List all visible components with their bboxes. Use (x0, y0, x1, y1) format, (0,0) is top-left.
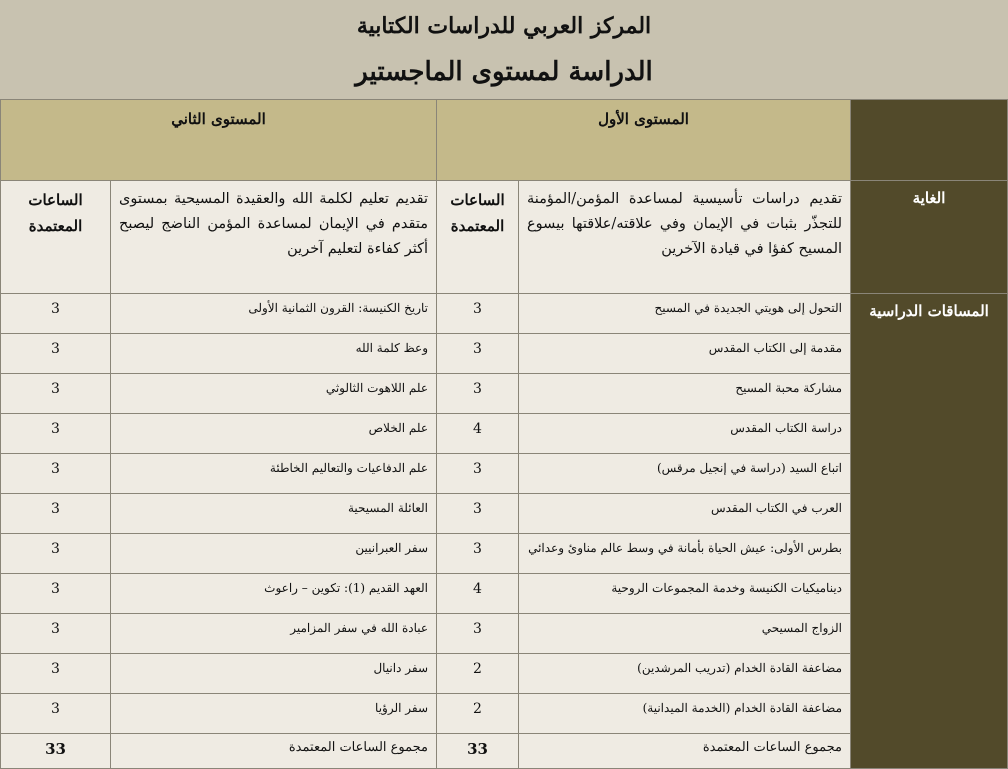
hours-header-level-2: الساعات المعتمدة (1, 181, 111, 294)
hours-level-2: 3 (1, 494, 111, 534)
goal-row (1, 181, 1008, 294)
course-level-2: العهد القديم (1): تكوين – راعوث (111, 574, 437, 614)
courses-label: المساقات الدراسية (851, 294, 1008, 769)
center-name: المركز العربي للدراسات الكتابية (356, 13, 652, 39)
level-2-title: المستوى الثاني (1, 100, 437, 181)
hours-level-1: 4 (437, 414, 519, 454)
goal-label: الغاية (851, 181, 1008, 294)
hours-level-2: 3 (1, 294, 111, 334)
course-level-2: علم الخلاص (111, 414, 437, 454)
hours-level-2: 3 (1, 534, 111, 574)
hours-level-2: 3 (1, 574, 111, 614)
hours-level-2: 3 (1, 614, 111, 654)
hours-level-1: 3 (437, 614, 519, 654)
hours-level-2: 3 (1, 454, 111, 494)
hours-level-1: 2 (437, 694, 519, 734)
hours-level-2: 3 (1, 334, 111, 374)
hours-level-2: 3 (1, 654, 111, 694)
hours-level-1: 3 (437, 294, 519, 334)
curriculum-table (0, 99, 1008, 769)
course-level-1: دراسة الكتاب المقدس (519, 414, 851, 454)
hours-header-level-1: الساعات المعتمدة (437, 181, 519, 294)
hours-level-1: 3 (437, 494, 519, 534)
course-level-2: علم الدفاعيات والتعاليم الخاطئة (111, 454, 437, 494)
hours-level-1: 3 (437, 454, 519, 494)
course-level-1: مضاعفة القادة الخدام (تدريب المرشدين) (519, 654, 851, 694)
hours-level-2: 3 (1, 414, 111, 454)
total-level-1: 33 (437, 734, 519, 769)
course-level-2: العائلة المسيحية (111, 494, 437, 534)
total-label-level-1: مجموع الساعات المعتمدة (519, 734, 851, 769)
hours-level-2: 3 (1, 374, 111, 414)
course-level-1: بطرس الأولى: عيش الحياة بأمانة في وسط عالم مناوئ وعدائي (519, 534, 851, 574)
total-label-level-2: مجموع الساعات المعتمدة (111, 734, 437, 769)
level-1-title: المستوى الأول (437, 100, 851, 181)
course-level-2: سفر العبرانيين (111, 534, 437, 574)
goal-level-2: تقديم تعليم لكلمة الله والعقيدة المسيحية بمستوى متقدم في الإيمان لمساعدة المؤمن الناضج ليصبح أكثر كفاءة لتعليم آخرين (111, 181, 437, 294)
table-row (1, 294, 1008, 334)
course-level-1: مضاعفة القادة الخدام (الخدمة الميدانية) (519, 694, 851, 734)
course-level-1: اتباع السيد (دراسة في إنجيل مرقس) (519, 454, 851, 494)
level-header-row (1, 100, 1008, 181)
course-level-2: سفر الرؤيا (111, 694, 437, 734)
hours-level-1: 2 (437, 654, 519, 694)
hours-level-1: 3 (437, 534, 519, 574)
course-level-1: ديناميكيات الكنيسة وخدمة المجموعات الروحية (519, 574, 851, 614)
course-level-2: تاريخ الكنيسة: القرون الثمانية الأولى (111, 294, 437, 334)
course-level-2: سفر دانيال (111, 654, 437, 694)
total-level-2: 33 (1, 734, 111, 769)
corner-cell (851, 100, 1008, 181)
course-level-2: وعظ كلمة الله (111, 334, 437, 374)
hours-level-1: 4 (437, 574, 519, 614)
course-level-1: التحول إلى هويتي الجديدة في المسيح (519, 294, 851, 334)
course-level-2: علم اللاهوت الثالوثي (111, 374, 437, 414)
program-title: الدراسة لمستوى الماجستير (355, 57, 653, 87)
course-level-1: الزواج المسيحي (519, 614, 851, 654)
course-level-1: مشاركة محبة المسيح (519, 374, 851, 414)
course-level-1: العرب في الكتاب المقدس (519, 494, 851, 534)
course-level-2: عبادة الله في سفر المزامير (111, 614, 437, 654)
hours-level-2: 3 (1, 694, 111, 734)
course-level-1: مقدمة إلى الكتاب المقدس (519, 334, 851, 374)
hours-level-1: 3 (437, 374, 519, 414)
goal-level-1: تقديم دراسات تأسيسية لمساعدة المؤمن/المؤمنة للتجذّر بثبات في الإيمان وفي علاقته/علاقتها بيسوع المسيح كفؤا في قيادة الآخرين (519, 181, 851, 294)
hours-level-1: 3 (437, 334, 519, 374)
